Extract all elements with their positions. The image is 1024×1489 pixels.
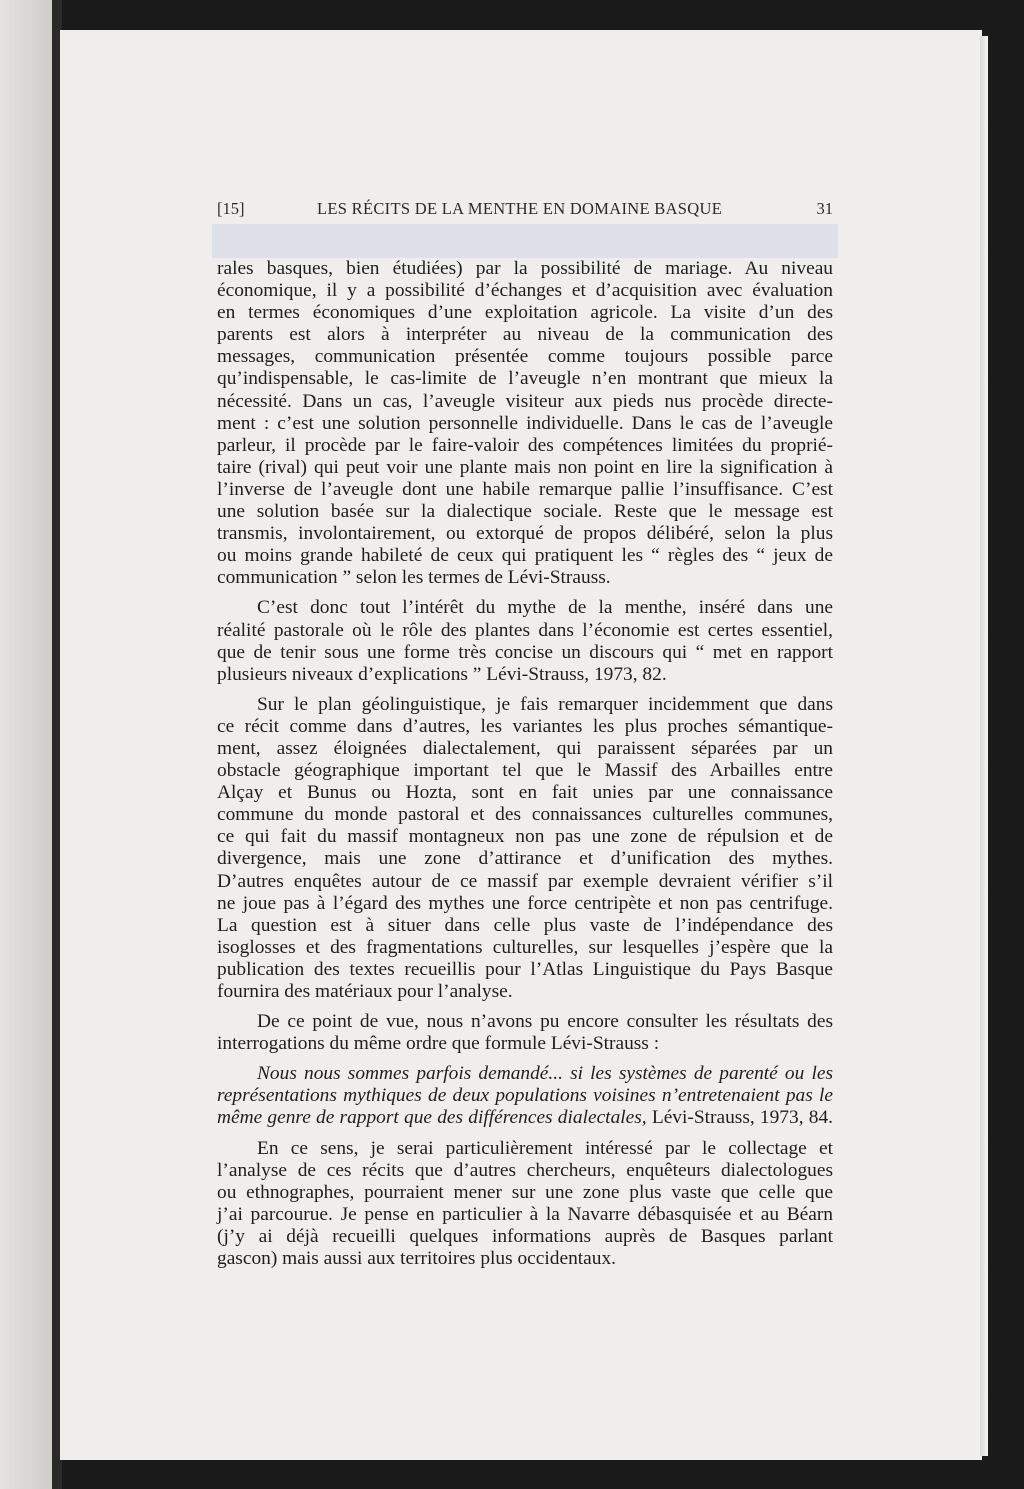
text-line: transmis, involontairement, ou extorqué de propos délibéré, selon la plus <box>217 523 833 545</box>
text-line: publication des textes recueillis pour l’Atlas Linguistique du Pays Basque <box>217 958 833 980</box>
text-line: divergence, mais une zone d’attirance et d’unification des mythes. <box>217 848 833 870</box>
paragraph <box>217 597 833 685</box>
text-line: messages, communication présentée comme toujours possible parce <box>217 346 833 368</box>
text-line: qu’indispensable, le cas-limite de l’aveugle n’en montrant que mieux la <box>217 368 833 390</box>
text-line <box>217 1107 833 1129</box>
text-line: De ce point de vue, nous n’avons pu encore consulter les résultats des <box>257 1011 833 1033</box>
text-line: réalité pastorale où le rôle des plantes dans l’économie est certes essentiel, <box>217 619 833 641</box>
text-line: gascon) mais aussi aux territoires plus occidentaux. <box>217 1248 617 1270</box>
quote-text: même genre de rapport que des différences dialectales, <box>217 1107 647 1129</box>
text-line: Sur le plan géolinguistique, je fais remarquer incidemment que dans <box>257 693 833 715</box>
text-line: j’ai parcourue. Je pense en particulier à la Navarre débasquisée et au Béarn <box>217 1203 833 1225</box>
quote-citation: Lévi-Strauss, 1973, 84. <box>646 1107 833 1129</box>
paragraph <box>217 1011 833 1055</box>
text-line: rales basques, bien étudiées) par la possibilité de mariage. Au niveau <box>217 258 833 279</box>
text-line: ce qui fait du massif montagneux non pas une zone de répulsion et de <box>217 826 833 848</box>
text-line: parleur, il procède par le faire-valoir des compétences limitées du proprié- <box>217 434 833 456</box>
text-line: plusieurs niveaux d’explications ” Lévi-Strauss, 1973, 82. <box>217 663 667 685</box>
text-line: l’analyse de ces récits que d’autres chercheurs, enquêteurs dialectologues <box>217 1159 833 1181</box>
text-line: ment : c’est une solution personnelle individuelle. Dans le cas de l’aveugle <box>217 412 833 434</box>
running-title: LES RÉCITS DE LA MENTHE EN DOMAINE BASQUE <box>317 199 723 218</box>
body-text <box>217 258 833 1270</box>
text-line: (j’y ai déjà recueilli quelques informations auprès de Basques parlant <box>217 1225 833 1247</box>
text-line: D’autres enquêtes autour de ce massif par exemple devraient vérifier s’il <box>217 870 833 892</box>
paragraph <box>217 1138 833 1271</box>
text-line: isoglosses et des fragmentations culturelles, sur lesquelles j’espère que la <box>217 936 833 958</box>
paragraph <box>217 694 833 1003</box>
text-line: taire (rival) qui peut voir une plante mais non point en lire la signification à <box>217 456 833 478</box>
text-line: interrogations du même ordre que formule Lévi-Strauss : <box>217 1033 660 1055</box>
text-line: fournira des matériaux pour l’analyse. <box>217 981 513 1002</box>
text-line: obstacle géographique important tel que le Massif des Arbailles entre <box>217 760 833 782</box>
text-line: que de tenir sous une forme très concise un discours qui “ met en rapport <box>217 641 833 663</box>
text-line: ce récit comme dans d’autres, les variantes les plus proches sémantique- <box>217 715 833 737</box>
text-line: En ce sens, je serai particulièrement intéressé par le collectage et <box>257 1137 833 1159</box>
text-line: communication ” selon les termes de Lévi-Strauss. <box>217 567 611 589</box>
text-line: ne joue pas à l’égard des mythes une force centripète et non pas centrifuge. <box>217 892 833 914</box>
page-stack-edge <box>980 36 988 1456</box>
text-line: commune du monde pastoral et des connaissances culturelles communes, <box>217 804 833 826</box>
text-line: ou moins grande habileté de ceux qui pratiquent les “ règles des “ jeux de <box>217 545 833 567</box>
facing-page-edge <box>0 0 52 1489</box>
text-line: parents est alors à interpréter au niveau de la communication des <box>217 324 833 346</box>
text-line: l’inverse de l’aveugle dont une habile remarque pallie l’insuffisance. C’est <box>217 478 833 500</box>
text-line: économique, il y a possibilité d’échanges et d’acquisition avec évaluation <box>217 280 833 302</box>
text-line: ou ethnographes, pourraient mener sur une zone plus vaste que celle que <box>217 1181 833 1203</box>
text-line: une solution basée sur la dialectique sociale. Reste que le message est <box>217 501 833 523</box>
text-line: représentations mythiques de deux populations voisines n’entretenaient pas le <box>217 1085 833 1107</box>
running-header <box>217 199 833 221</box>
page-number: 31 <box>816 199 833 218</box>
text-line: ment, assez éloignées dialectalement, qui paraissent séparées par un <box>217 737 833 759</box>
block-quote <box>217 1063 833 1129</box>
text-line: nécessité. Dans un cas, l’aveugle visiteur aux pieds nus procède directe- <box>217 390 833 412</box>
text-line: Alçay et Bunus ou Hozta, sont en fait unies par une connaissance <box>217 782 833 804</box>
text-line: en termes économiques d’une exploitation agricole. La visite d’un des <box>217 302 833 324</box>
text-line: La question est à situer dans celle plus vaste de l’indépendance des <box>217 914 833 936</box>
text-line: Nous nous sommes parfois demandé... si les systèmes de parenté ou les <box>257 1063 833 1085</box>
show-through-watermark <box>212 224 838 258</box>
text-line: C’est donc tout l’intérêt du mythe de la menthe, inséré dans une <box>257 597 833 619</box>
paragraph <box>217 258 833 589</box>
section-number: [15] <box>217 199 245 218</box>
